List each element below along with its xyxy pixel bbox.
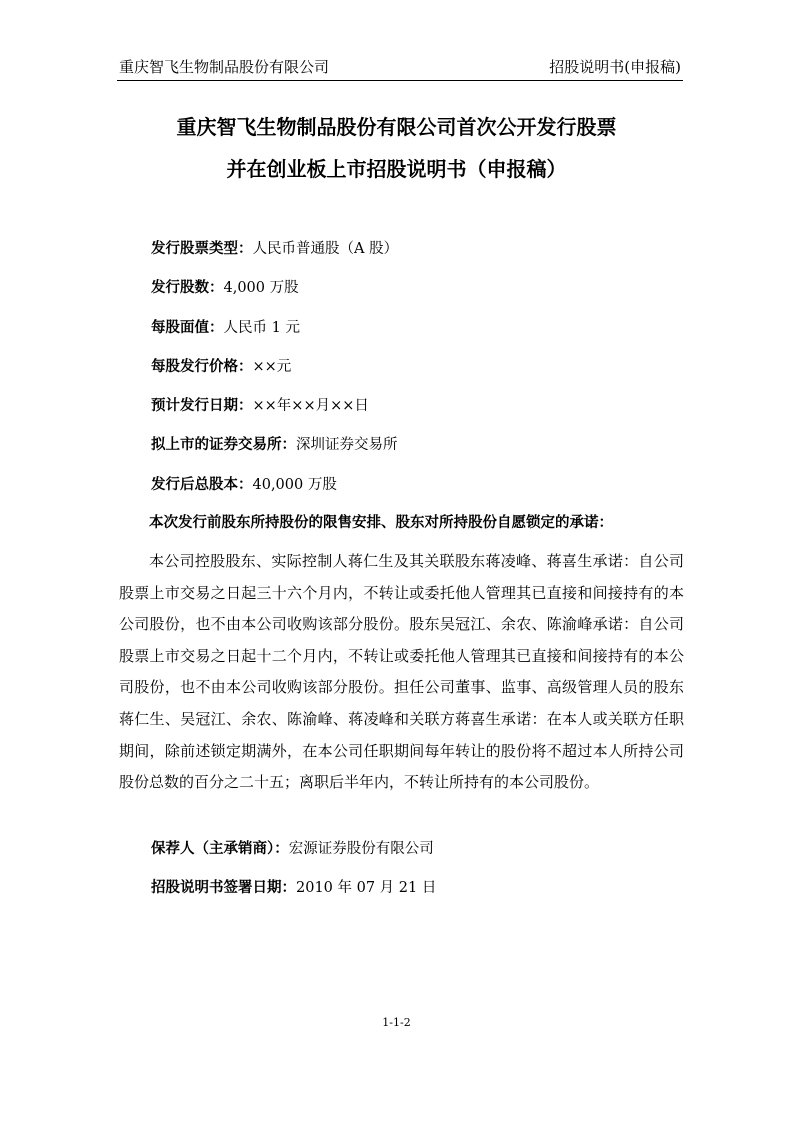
header-company-name: 重庆智飞生物制品股份有限公司 (119, 58, 330, 76)
field-par-value (151, 315, 691, 354)
field-total-share-capital (151, 472, 691, 511)
field-value: 人民币 1 元 (223, 319, 300, 336)
field-value: ××年××月××日 (252, 398, 369, 415)
field-value: 深圳证券交易所 (296, 437, 398, 454)
field-share-type (151, 236, 691, 275)
field-label: 拟上市的证券交易所： (151, 437, 296, 454)
page-header (117, 56, 683, 81)
field-value: 4,000 万股 (223, 280, 299, 297)
field-label: 每股发行价格： (151, 358, 253, 375)
field-issue-price (151, 354, 691, 393)
field-value: ××元 (252, 358, 292, 375)
offering-details (151, 236, 691, 511)
commitment-paragraph: 本公司控股股东、实际控制人蒋仁生及其关联股东蒋凌峰、蒋喜生承诺：自公司股票上市交易之日起三十六个月内，不转让或委托他人管理其已直接和间接持有的本公司股份，也不由本公司收购该部分股份。股东吴冠江、余农、陈渝峰承诺：自公司股票上市交易之日起十二个月内，不转让或委托他人管理其已直接和间接持有的本公司股份，也不由本公司收购该部分股份。担任公司董事、监事、高级管理人员的股东蒋仁生、吴冠江、余农、陈渝峰、蒋凌峰和关联方蒋喜生承诺：在本人或关联方任职期间，除前述锁定期满外，在本公司任职期间每年转让的股份将不超过本人所持公司股份总数的百分之二十五；离职后半年内，不转让所持有的本公司股份。 (119, 552, 684, 792)
document-title-line-2: 并在创业板上市招股说明书（申报稿） (226, 157, 567, 181)
field-issue-date (151, 393, 691, 432)
field-label: 发行股数： (151, 280, 224, 297)
field-label: 保荐人（主承销商）： (151, 841, 289, 857)
field-value: 2010 年 07 月 21 日 (296, 880, 437, 897)
field-shares-issued (151, 275, 691, 314)
header-document-type: 招股说明书(申报稿) (549, 58, 681, 76)
field-stock-exchange (151, 432, 691, 471)
field-signing-date (151, 875, 691, 914)
commitment-heading: 本次发行前股东所持股份的限售安排、股东对所持股份自愿锁定的承诺： (149, 515, 613, 531)
field-value: 人民币普通股（A 股） (252, 241, 399, 257)
field-label: 预计发行日期： (151, 398, 253, 415)
field-label: 发行后总股本： (151, 476, 253, 493)
field-label: 招股说明书签署日期： (151, 880, 296, 897)
issuance-info (151, 836, 691, 915)
field-label: 每股面值： (151, 319, 224, 336)
field-label: 发行股票类型： (151, 241, 253, 257)
field-value: 宏源证券股份有限公司 (288, 841, 434, 857)
document-title-line-1: 重庆智飞生物制品股份有限公司首次公开发行股票 (176, 115, 617, 139)
field-sponsor (151, 836, 691, 875)
field-value: 40,000 万股 (252, 476, 337, 493)
page-number: 1-1-2 (382, 1016, 411, 1029)
